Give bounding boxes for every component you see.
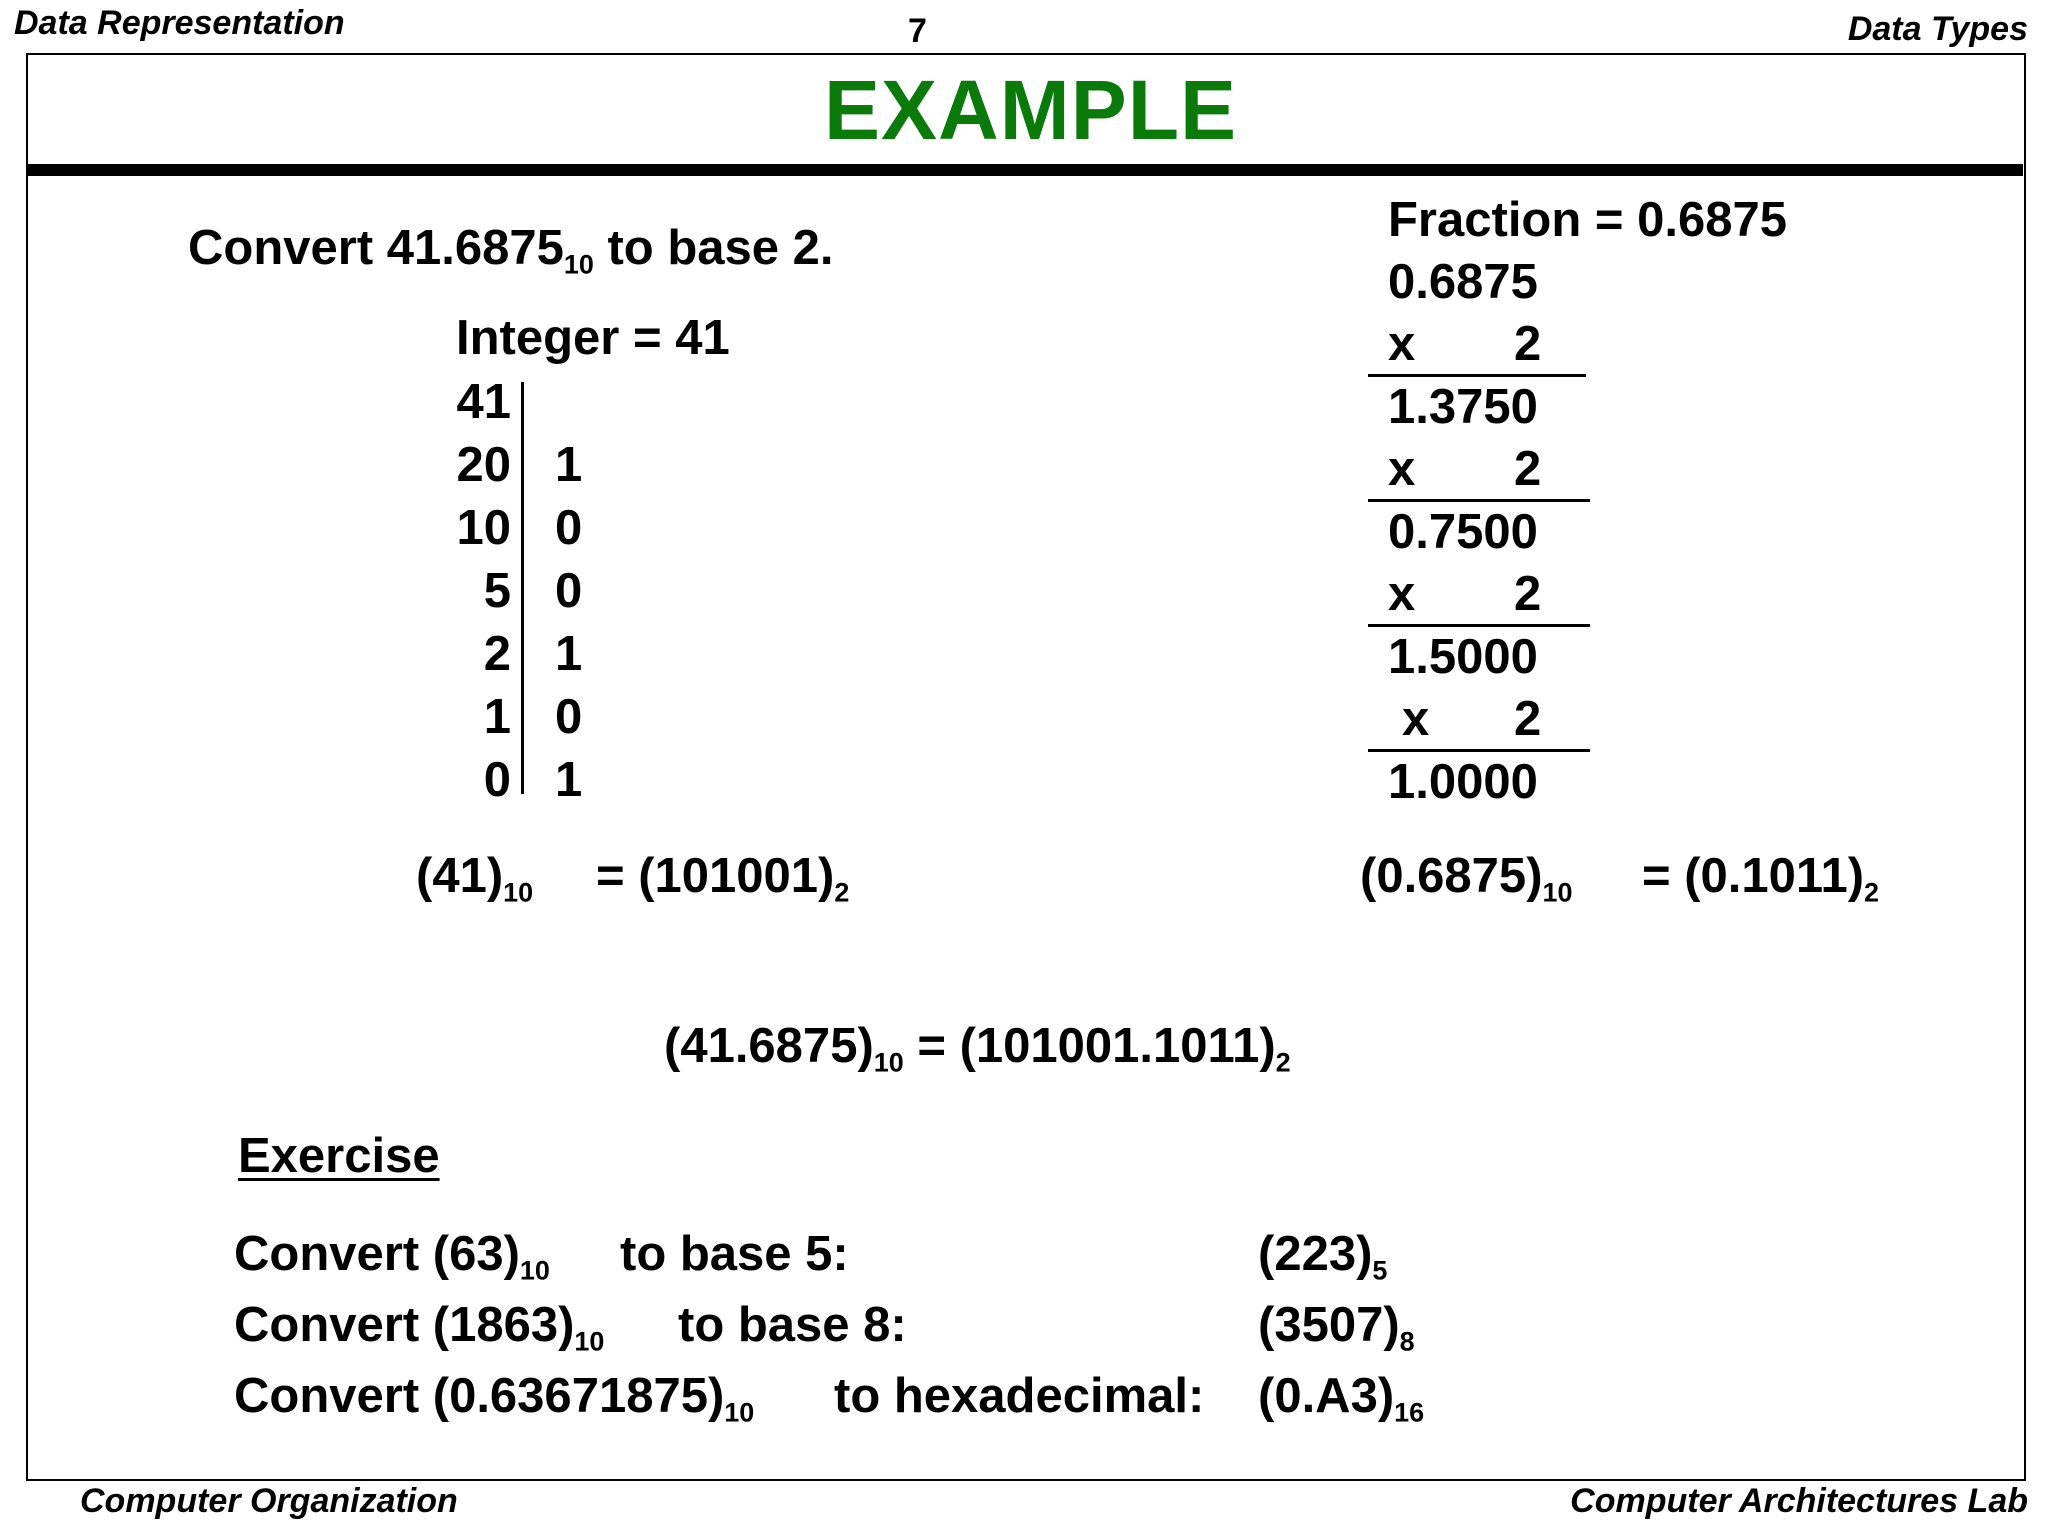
multiply-sign: x xyxy=(1388,567,1416,621)
multiply-sign: x xyxy=(1388,317,1416,371)
fraction-result-lhs: $(0.6875)_{10}$ xyxy=(1360,849,1573,908)
product-rule xyxy=(1368,499,1590,502)
page-number: 7 xyxy=(908,12,927,50)
quotient-cell: 2 xyxy=(483,627,511,681)
multiply-factor: 2 xyxy=(1514,317,1542,371)
integer-label: Integer = 41 xyxy=(456,311,730,365)
slide-title: EXAMPLE xyxy=(824,63,1238,157)
exercise-target: to hexadecimal: xyxy=(834,1369,1205,1423)
exercise-target: to base 5: xyxy=(620,1227,849,1281)
footer-left: Computer Organization xyxy=(80,1482,458,1520)
quotient-cell: 41 xyxy=(456,375,511,429)
quotient-cell: 0 xyxy=(483,753,511,807)
fraction-value: 1.3750 xyxy=(1388,380,1538,434)
header-right: Data Types xyxy=(1847,10,2028,48)
product-rule xyxy=(1368,749,1590,752)
problem-statement: Convert $41.6875_{10}$ to base 2. xyxy=(188,221,834,280)
exercise-convert: Convert $(1863)_{10}$ xyxy=(234,1298,605,1357)
integer-result-lhs: $(41)_{10}$ xyxy=(416,849,534,908)
footer-right: Computer Architectures Lab xyxy=(1570,1482,2028,1520)
remainder-cell: 1 xyxy=(555,438,583,492)
remainder-cell: 1 xyxy=(555,627,583,681)
remainder-cell: 1 xyxy=(555,753,583,807)
quotient-cell: 1 xyxy=(483,690,511,744)
fraction-value: 0.6875 xyxy=(1388,255,1538,309)
multiply-factor: 2 xyxy=(1514,567,1542,621)
remainder-cell: 0 xyxy=(555,564,583,618)
multiply-factor: 2 xyxy=(1514,442,1542,496)
multiply-factor: 2 xyxy=(1514,692,1542,746)
fraction-final-value: 1.0000 xyxy=(1388,755,1538,809)
exercise-heading: Exercise xyxy=(238,1129,440,1183)
multiply-sign: x xyxy=(1402,692,1430,746)
product-rule xyxy=(1368,374,1586,377)
quotient-cell: 20 xyxy=(456,438,511,492)
fraction-value: 1.5000 xyxy=(1388,630,1538,684)
title-rule xyxy=(26,164,2023,176)
exercise-answer: $(3507)_8$ xyxy=(1258,1298,1415,1357)
remainder-cell: 0 xyxy=(555,501,583,555)
division-bar xyxy=(521,382,524,794)
quotient-cell: 5 xyxy=(483,564,511,618)
header-left: Data Representation xyxy=(14,4,345,42)
remainder-cell: 0 xyxy=(555,690,583,744)
fraction-value: 0.7500 xyxy=(1388,505,1538,559)
exercise-convert: Convert $(63)_{10}$ xyxy=(234,1227,550,1286)
quotient-cell: 10 xyxy=(456,501,511,555)
exercise-answer: $(223)_5$ xyxy=(1258,1227,1388,1286)
integer-result-rhs: = $(101001)_2$ xyxy=(596,849,850,908)
fraction-label: Fraction = 0.6875 xyxy=(1388,193,1788,247)
exercise-convert: Convert $(0.63671875)_{10}$ xyxy=(234,1369,755,1428)
fraction-result-rhs: = $(0.1011)_2$ xyxy=(1642,849,1880,908)
combined-result: $(41.6875)_{10} = (101001.1011)_2$ xyxy=(664,1019,1291,1078)
exercise-answer: $(0.A3)_{16}$ xyxy=(1258,1369,1425,1428)
exercise-target: to base 8: xyxy=(678,1298,907,1352)
product-rule xyxy=(1368,624,1590,627)
multiply-sign: x xyxy=(1388,442,1416,496)
